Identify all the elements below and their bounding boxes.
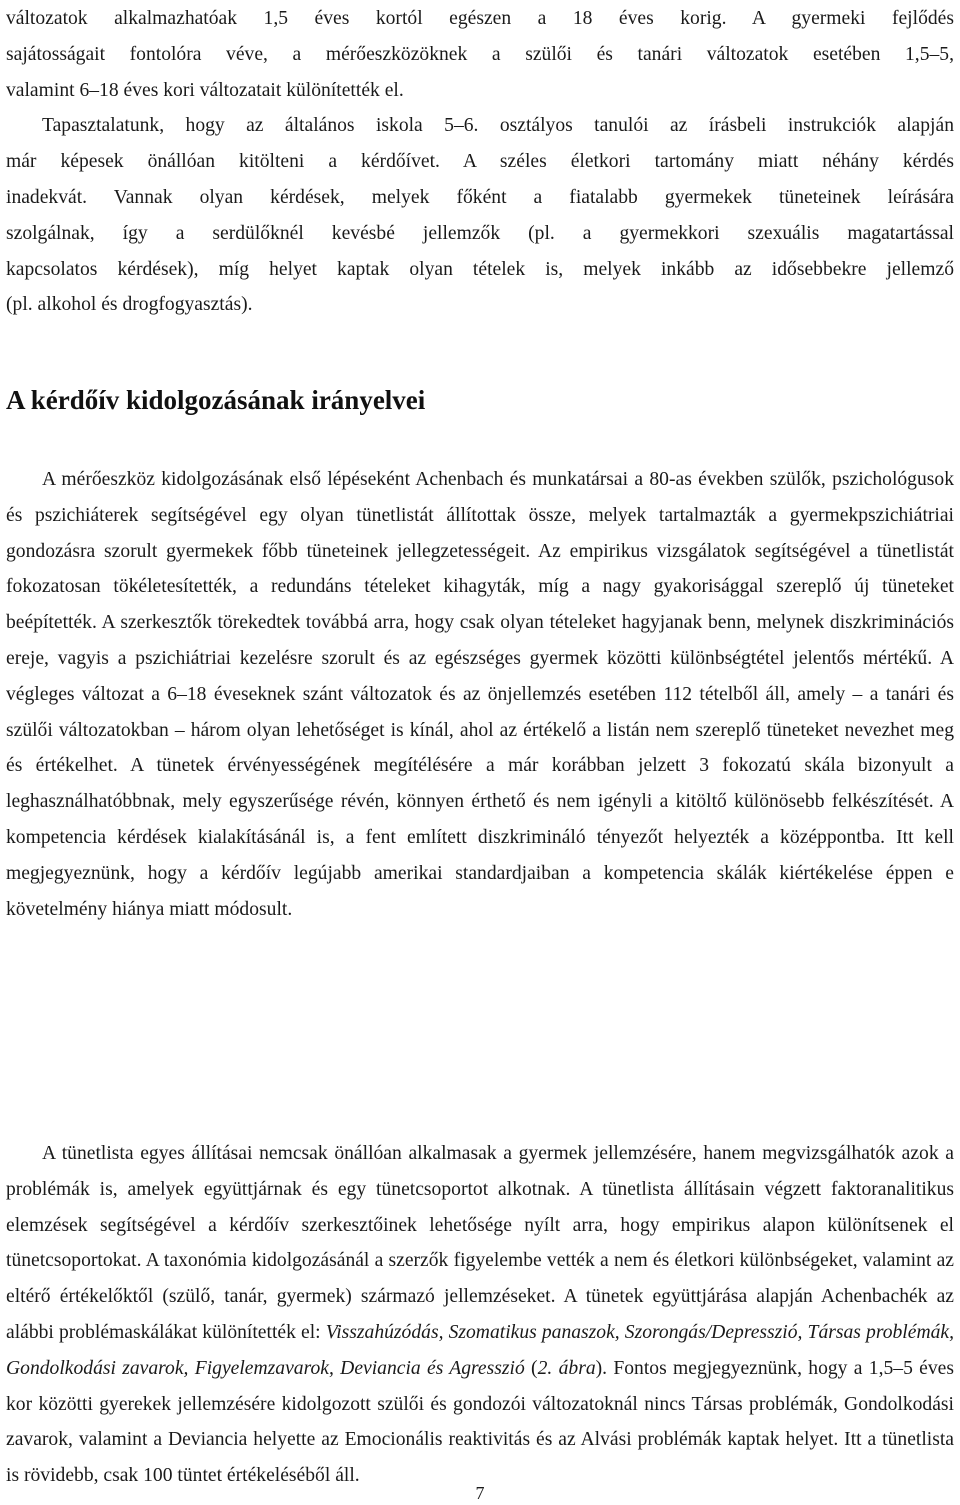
problem-scales-list: Visszahúzódás, Szomatikus panaszok, Szorongás/Depresszió, Társas problémák, Gondolkodási zavarok, Figyelemzavarok, Deviancia és Agresszió — [6, 1321, 954, 1379]
intro-line: kapcsolatos kérdések), míg helyet kaptak olyan tételek is, melyek inkább az idősebbekre jellemző — [6, 258, 954, 280]
guidelines-paragraph: A mérőeszköz kidolgozásának első lépéseként Achenbach és munkatársai a 80-as években szülők, pszichológusok és pszichiáterek segítségével egy olyan tünetlistát állítottak össze, melyek tartalmazták a gyermekpszichiátriai gondozásra szorult gyermekek főbb tüneteinek jellegzetességeit. Az empirikus vizsgálatok segítségével a tünetlistát fokozatosan tökéletesítették, a redundáns tételeket kihagyták, míg a nagy gyakorisággal szereplő új tüneteket beépítették. A szerkesztők törekedtek továbbá arra, hogy csak olyan tételeket hagyjanak benn, melynek diszkriminációs ereje, vagyis a pszichiátriai kezelésre szorult és az egészséges gyermek közötti különbségtétel jelentős mértékű. A végleges változat a 6–18 éveseknek szánt változatok és az önjellemzés esetében 112 tételből áll, amely – a tanári és szülői változatokban – három olyan lehetőséget is kínál, ahol az értékelő a listán nem szereplő tüneteket nevezhet meg és értékelhet. A tünetek érvényességének megítélésére a már korábban jelzett 3 fokozatú skála bizonyult a leghasználhatóbbnak, mely egyszerűsége révén, könnyen érthető és nem igényli a kitöltő különösebb felkészítését. A kompetencia kérdések kialakításánál is, a fent említett diszkrimináló tényezőt helyezték a középpontba. Itt kell megjegyeznünk, hogy a kérdőív legújabb amerikai standardjaiban a kompetencia skálák kiértékelése éppen e követelmény hiánya miatt módosult. — [6, 469, 954, 920]
intro-line: valamint 6–18 éves kori változatait különítették el. — [6, 79, 404, 101]
intro-line: szolgálnak, így a serdülőknél kevésbé jellemzők (pl. a gyermekkori szexuális magatartással — [6, 222, 954, 244]
page-number: 7 — [475, 1483, 485, 1503]
section-heading: A kérdőív kidolgozásának irányelvei — [6, 385, 426, 415]
intro-line: inadekvát. Vannak olyan kérdések, melyek főként a fiatalabb gyermekek tüneteinek leírására — [6, 186, 954, 208]
intro-line: már képesek önállóan kitölteni a kérdőívet. A széles életkori tartomány miatt néhány kérdés — [6, 151, 954, 173]
intro-line: sajátosságait fontolóra véve, a mérőeszközöknek a szülői és tanári változatok esetében 1,5–5, — [6, 43, 954, 65]
paragraph-text: ( — [524, 1357, 538, 1379]
intro-line: Tapasztalatunk, hogy az általános iskola 5–6. osztályos tanulói az írásbeli instrukciók alapján — [42, 115, 954, 137]
paragraph-text: ). Fontos megjegyeznünk, hogy a 1,5–5 éves kor közötti gyerekek jellemzésére kidolgozott szülői és gondozói változatoknál nincs Társas problémák, Gondolkodási zavarok, valamint a Deviancia helyette az Emocionális reaktivitás és az Alvási problémák kaptak helyet. Itt a tünetlista is rövidebb, csak 100 tüntet értékeléséből áll. — [6, 1357, 954, 1487]
symptom-list-paragraph — [6, 1136, 954, 1494]
intro-paragraph — [6, 1, 954, 323]
intro-line: változatok alkalmazhatóak 1,5 éves kortól egészen a 18 éves korig. A gyermeki fejlődés — [6, 8, 954, 29]
intro-line: (pl. alkohol és drogfogyasztás). — [6, 294, 253, 316]
paragraph-text: A tünetlista egyes állításai nemcsak önállóan alkalmasak a gyermek jellemzésére, hanem megvizsgálhatók azok a problémák is, amelyek együttjárnak és egy tünetcsoportot alkotnak. A tünetlista állításain végzett faktoranalitikus elemzések segítségével a kérdőív szerkesztőinek lehetősége nyílt arra, hogy empirikus alapon különítsenek el tünetcsoportokat. A taxonómia kidolgozásánál a szerzők figyelembe vették a nem és életkori különbségeket, valamint az eltérő értékelőktől (szülő, tanár, gyermek) származó jellemzéseket. A tünetek együttjárása alapján Achenbachék az alábbi problémaskálákat különítették el: — [6, 1143, 954, 1343]
figure-reference: 2. ábra — [537, 1357, 596, 1379]
